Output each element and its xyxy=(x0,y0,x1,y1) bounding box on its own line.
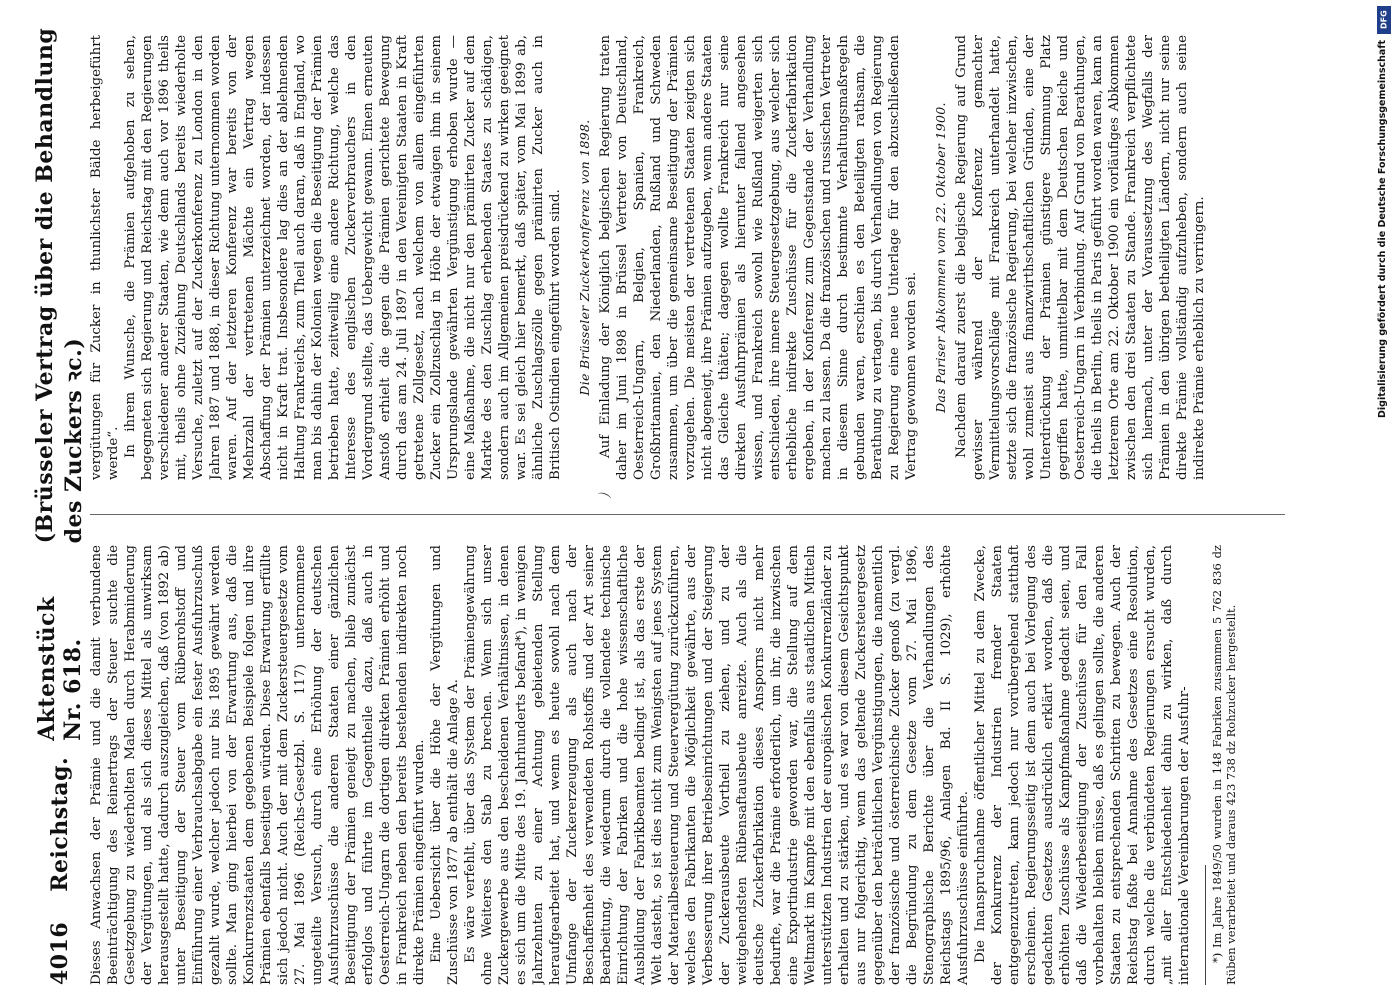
right-paragraph-1: vergütungen für Zucker in thunlichster Bälde herbeigeführt werde“. xyxy=(89,35,121,480)
dfg-logo: DFG xyxy=(1377,6,1391,34)
page-header xyxy=(32,25,87,985)
header-reichstag: Reichstag. xyxy=(47,756,73,892)
page-number: 4016 xyxy=(47,921,73,985)
footnote-divider xyxy=(1205,865,1206,985)
dfg-credit-text: Digitalisierung gefördert durch die Deutsche Forschungsgemeinschaft xyxy=(1377,40,1388,418)
dfg-credit xyxy=(1373,0,1395,1000)
margin-mark: ⌒ xyxy=(593,491,612,511)
paragraph-1898: Auf Einladung der Königlich belgischen Regierung traten daher im Juni 1898 in Brüssel Vertreter von Deutschland, Oesterreich-Ungarn, Belgien, Spanien, Frankreich, Großbritannien, den Niederlanden, Rußland und Schweden zusammen, um über die gemeinsame Beseitigung der Prämien vorzugehen. Die meisten der vertretenen Staaten zeigten sich nicht abgeneigt, ihre Prämien aufzugeben, wenn andere Staaten das Gleiche thäten; dagegen wollte Frankreich nur seine direkten Ausfuhrprämien als hierunter fallend angesehen wissen, und Frankreich sowohl wie Rußland weigerten sich entschieden, ihre innere Steuergesetzgebung, aus welcher sich erhebliche indirekte Zuschüsse für die Zuckerfabrikation ergeben, in der Konferenz zum Gegenstande der Verhandlung machen zu lassen. Da die französischen und russischen Vertreter in diesem Sinne durch bestimmte Verhaltungsmaßregeln gebunden waren, erschien es den Beteiligten rathsam, die Berathung zu vertagen, bis durch Verhandlungen von Regierung zu Regierung eine neue Unterlage für den abzuschließenden Vertrag gewonnen worden sei. xyxy=(598,35,919,480)
header-title: (Brüsseler Vertrag über die Behandlung des Zuckers ꝛc.) xyxy=(32,27,87,544)
footnote: *) Im Jahre 1849/50 wurden in 148 Fabriken zusammen 5 762 836 dz Rüben verarbeitet und daraus 423 738 dz Rohzucker hergestellt. xyxy=(1210,545,1238,985)
left-paragraph-4: Die Inanspruchnahme öffentlicher Mittel zu dem Zwecke, der Konkurrenz der Industrien fremder Staaten entgegenzutreten, kann jedoch nur vorübergehend statthaft erscheinen. Regierungsseitig ist denn auch bei Vorlegung des gedachten Gesetzes ausdrücklich erklärt worden, daß die erhöhten Zuschüsse als Kampfmaßnahme gedacht seien, und daß die Wiederbeseitigung der Zuschüsse für den Fall vorbehalten bleiben müsse, daß es gelingen sollte, die anderen Staaten zu entsprechenden Schritten zu bewegen. Auch der Reichstag faßte bei Annahme des Gesetzes eine Resolution, durch welche die verbündeten Regierungen ersucht wurden, „mit aller Entschiedenheit dahin zu wirken, daß durch internationale Vereinbarungen der Ausfuhr- xyxy=(973,545,1192,985)
paragraph-1900: Nachdem darauf zuerst die belgische Regierung auf Grund gewisser während der Konferenz gemachter Vermittelungsvorschläge mit Frankreich unterhandelt hatte, setzte sich die französische Regierung, bei welcher inzwischen, wohl zumeist aus finanzwirthschaftlichen Gründen, eine der Unterdrückung der Prämien günstigere Stimmung Platz gegriffen hatte, unmittelbar mit dem Deutschen Reiche und Oesterreich-Ungarn in Verbindung. Auf Grund von Berathungen, die theils in Berlin, theils in Paris geführt worden waren, kam an letzterem Orte am 22. Oktober 1900 ein vorläufiges Abkommen zwischen den drei Staaten zu Stande. Frankreich verpflichtete sich hiernach, unter der Voraussetzung des Wegfalls der Prämien in den übrigen betheiligten Ländern, nicht nur seine direkte Prämie vollständig aufzuheben, sondern auch seine indirekte Prämie erheblich zu verringern. xyxy=(954,35,1207,480)
left-paragraph-1: Dieses Anwachsen der Prämie und die damit verbundene Beeinträchtigung des Reinertrags der Steuer suchte die Gesetzgebung zu wiederholten Malen durch Herabminderung der Vergütungen, und als sich dieses Mittel als unwirksam herausgestellt hatte, dadurch auszugleichen, daß (von 1892 ab) unter Beseitigung der Steuer vom Rübenrohstoff und Einführung einer Verbrauchsabgabe ein fester Ausfuhrzuschuß gezahlt wurde, welcher jedoch nur bis 1895 gewährt werden sollte. Man ging hierbei von der Erwartung aus, daß die Konkurrenzstaaten dem gegebenen Beispiele folgen und ihre Prämien ebenfalls beseitigen würden. Diese Erwartung erfüllte sich jedoch nicht. Auch der mit dem Zuckersteuergesetze vom 27. Mai 1896 (Reichs-Gesetzbl. S. 117) unternommene ungeteilte Versuch, durch eine Erhöhung der deutschen Ausfuhrzuschüsse die anderen Staaten einer gänzlichen Beseitigung der Prämien geneigt zu machen, blieb zunächst erfolglos und führte im Gegentheile dazu, daß auch in Oesterreich-Ungarn die dortigen direkten Prämien erhöht und in Frankreich neben den bereits bestehenden indirekten noch direkte Prämien eingeführt wurden. xyxy=(89,545,427,985)
right-column xyxy=(88,35,1288,480)
section-title-1900: Das Pariser Abkommen vom 22. Oktober 1900. xyxy=(933,102,948,413)
document-number: Aktenstück Nr. 618. xyxy=(34,596,86,741)
left-paragraph-3: Es wäre verfehlt, über das System der Prämiengewährung ohne Weiteres den Stab zu brechen. Wenn sich unser Zuckergewerbe aus den bescheidenen Verhältnissen, in denen es sich um die Mitte des 19. Jahrhunderts befand*), in wenigen Jahrzehnten zu einer Achtung gebietenden Stellung heraufgearbeitet hat, und wenn es heute sowohl nach dem Umfange der Zuckererzeugung als auch nach der Beschaffenheit des verwendeten Rohstoffs und der Art seiner Bearbeitung, die wiederum durch die vollendete technische Einrichtung der Fabriken und die hohe wissenschaftliche Ausbildung der Fabrikbeamten bedingt ist, als das erste der Welt dasteht, so ist dies nicht zum Wenigsten auf jenes System der Materialbesteuerung und Steuervergütung zurückzuführen, welches den Fabrikanten die Möglichkeit gewährte, aus der Verbesserung ihrer Betriebseinrichtungen und der Steigerung der Zuckerausbeute Vortheil zu ziehen, und zu der weitgehendsten Rübensaftausbeute anreizte. Auch als die deutsche Zuckerfabrikation dieses Ansporns nicht mehr bedurfte, war die Prämie erforderlich, um ihr, die inzwischen eine Exportindustrie geworden war, die Stellung auf dem Weltmarkt im Kampfe mit den ebenfalls aus staatlichen Mitteln unterstützten Industrien der europäischen Konkurrenzländer zu erhalten und zu stärken, und es war von diesem Gesichtspunkt aus nur folgerichtig, wenn das geltende Zuckersteuergesetz gegenüber den beträchtlichen Vergünstigungen, die namentlich der französische und österreichische Zucker genoß (zu vergl. die Begründung zu dem Gesetze vom 27. Mai 1896, Stenographische Berichte über die Verhandlungen des Reichstags 1895/96, Anlagen Bd. II S. 1029), erhöhte Ausfuhrzuschüsse einführte. xyxy=(463,545,971,985)
column-divider xyxy=(90,514,1285,515)
rotated-document-page xyxy=(32,25,1390,985)
left-paragraph-2: Eine Uebersicht über die Höhe der Vergütungen und Zuschüsse von 1877 ab enthält die Anlage A. xyxy=(429,545,461,985)
left-column xyxy=(88,545,1288,985)
section-title-1898: Die Brüsseler Zuckerkonferenz von 1898. xyxy=(577,119,592,396)
right-paragraph-2: In ihrem Wunsche, die Prämien aufgehoben zu sehen, begegneten sich Regierung und Reichstag mit den Regierungen verschiedener anderer Staaten, wie denn auch vor 1896 theils mit, theils ohne Zuziehung Deutschlands bereits wiederholte Versuche, zuletzt auf der Zuckerkonferenz zu London in den Jahren 1887 und 1888, in dieser Richtung unternommen worden waren. Auf der letzteren Konferenz war bereits von der Mehrzahl der vertretenen Mächte ein Vertrag wegen Abschaffung der Prämien unterzeichnet worden, der indessen nicht in Kraft trat. Insbesondere lag dies an der ablehnenden Haltung Frankreichs, zum Theil auch daran, daß in England, wo man bis dahin der Kolonien wegen die Beseitigung der Prämien betrieben hatte, zeitweilig eine andere Richtung, welche das Interesse des englischen Zuckerverbrauchers in den Vordergrund stellte, das Uebergewicht gewann. Einen erneuten Anstoß erhielt die gegen die Prämien gerichtete Bewegung durch das am 24. Juli 1897 in den Vereinigten Staaten in Kraft getretene Zollgesetz, nach welchem von allem eingeführten Zucker ein Zollzuschlag in Höhe der etwaigen ihm in seinem Ursprungslande gewährten Vergünstigung erhoben wurde — eine Maßnahme, die nicht nur den prämiirten Zucker auf dem Markte des den Zuschlag erhebenden Staates zu schädigen, sondern auch im Allgemeinen preisdrückend zu wirken geeignet war. Es sei gleich hier bemerkt, daß später, vom Mai 1899 ab, ähnliche Zuschlagszölle gegen prämiirten Zucker auch in Britisch Ostindien eingeführt worden sind. xyxy=(123,35,563,480)
